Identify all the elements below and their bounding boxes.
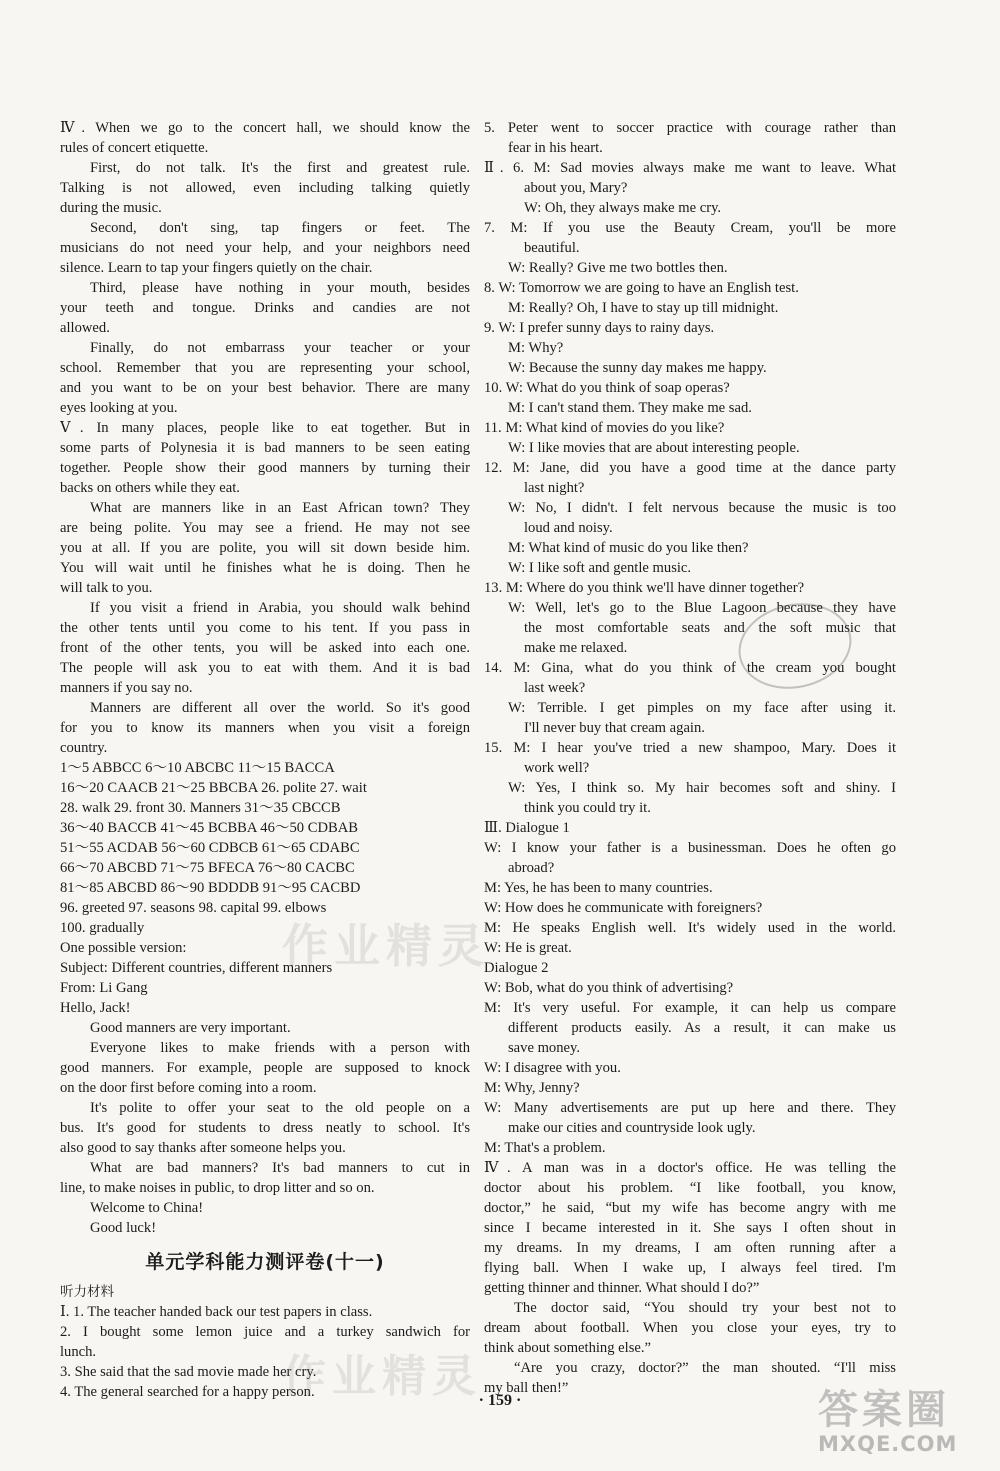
text-line: W: Many advertisements are put up here and there. They bbox=[484, 1100, 896, 1116]
text-line: musicians do not need your help, and your neighbors need bbox=[60, 240, 470, 256]
text-line: W: I disagree with you. bbox=[484, 1060, 621, 1076]
text-line: I'll never buy that cream again. bbox=[524, 720, 705, 736]
logo-site-text: MXQE.COM bbox=[818, 1432, 958, 1456]
text-line: country. bbox=[60, 740, 108, 756]
text-line: last night? bbox=[524, 480, 585, 496]
answer-line: 51～55 ACDAB 56～60 CDBCB 61～65 CDABC bbox=[60, 840, 360, 856]
text-line: together. People show their good manners by turning their bbox=[60, 460, 470, 476]
text-line: W: I know your father is a businessman. Does he often go bbox=[484, 840, 896, 856]
text-line: M: He speaks English well. It's widely used in the world. bbox=[484, 920, 896, 936]
watermark-text: 作业精灵 bbox=[282, 1351, 482, 1402]
text-line: What are bad manners? It's bad manners to cut in bbox=[90, 1160, 470, 1176]
text-line: M: I can't stand them. They make me sad. bbox=[508, 400, 752, 416]
text-line: also good to say thanks after someone helps you. bbox=[60, 1140, 346, 1156]
text-line: One possible version: bbox=[60, 940, 187, 956]
text-line: think about something else.” bbox=[484, 1340, 651, 1356]
text-line: some parts of Polynesia it is bad manners to be seen eating bbox=[60, 440, 470, 456]
text-line: 14. M: Gina, what do you think of the cream you bought bbox=[484, 660, 896, 676]
text-line: Good luck! bbox=[90, 1220, 157, 1236]
text-line: Second, don't sing, tap fingers or feet. The bbox=[90, 220, 470, 236]
text-line: W: I like movies that are about interesting people. bbox=[508, 440, 800, 456]
text-line: Talking is not allowed, even including talking quietly bbox=[60, 180, 470, 196]
text-line: doctor,” he said, “but my wife has become angry with me bbox=[484, 1200, 896, 1216]
text-line: work well? bbox=[524, 760, 590, 776]
text-line: school. Remember that you are representing your school, bbox=[60, 360, 470, 376]
text-line: are being polite. You may see a friend. He may not see bbox=[60, 520, 470, 536]
text-line: manners if you say no. bbox=[60, 680, 193, 696]
text-line: and you want to be on your best behavior. There are many bbox=[60, 380, 470, 396]
text-line: doctor about his problem. “I like football, you know, bbox=[484, 1180, 896, 1196]
text-line: 12. M: Jane, did you have a good time at the dance party bbox=[484, 460, 896, 476]
site-logo bbox=[818, 1388, 988, 1464]
text-line: W: Yes, I think so. My hair becomes soft and shiny. I bbox=[508, 780, 896, 796]
text-line: last week? bbox=[524, 680, 586, 696]
text-line: Everyone likes to make friends with a person with bbox=[90, 1040, 470, 1056]
answer-line: 36～40 BACCB 41～45 BCBBA 46～50 CDBAB bbox=[60, 820, 359, 836]
text-line: “Are you crazy, doctor?” the man shouted. “I'll miss bbox=[514, 1360, 896, 1376]
text-line: loud and noisy. bbox=[524, 520, 613, 536]
answer-line: 66～70 ABCBD 71～75 BFECA 76～80 CACBC bbox=[60, 860, 355, 876]
text-line: M: Yes, he has been to many countries. bbox=[484, 880, 713, 896]
text-line: 5. Peter went to soccer practice with courage rather than bbox=[484, 120, 896, 136]
text-line: silence. Learn to tap your fingers quietly on the chair. bbox=[60, 260, 373, 276]
text-line: W: Because the sunny day makes me happy. bbox=[508, 360, 767, 376]
text-line: W: I like soft and gentle music. bbox=[508, 560, 692, 576]
text-line: front of the other tents, you will be asked into each one. bbox=[60, 640, 470, 656]
text-line: W: Oh, they always make me cry. bbox=[524, 200, 722, 216]
answer-line: 96. greeted 97. seasons 98. capital 99. elbows bbox=[60, 900, 327, 916]
text-line: M: Why, Jenny? bbox=[484, 1080, 580, 1096]
text-line: line, to make noises in public, to drop litter and so on. bbox=[60, 1180, 375, 1196]
text-line: the most comfortable seats and the soft music that bbox=[524, 620, 896, 636]
text-line: W: No, I didn't. I felt nervous because the music is too bbox=[508, 500, 896, 516]
text-line: 11. M: What kind of movies do you like? bbox=[484, 420, 725, 436]
text-line: think you could try it. bbox=[524, 800, 651, 816]
text-line: M: Why? bbox=[508, 340, 564, 356]
text-line: W: How does he communicate with foreigners? bbox=[484, 900, 763, 916]
text-line: Dialogue 2 bbox=[484, 960, 549, 976]
text-line: If you visit a friend in Arabia, you should walk behind bbox=[90, 600, 470, 616]
text-line: different products easily. As a result, it can make us bbox=[508, 1020, 896, 1036]
page-number: · 159 · bbox=[478, 1392, 522, 1409]
text-line: W: He is great. bbox=[484, 940, 572, 956]
text-line: during the music. bbox=[60, 200, 162, 216]
text-line: bus. It's good for students to dress neatly to school. It's bbox=[60, 1120, 470, 1136]
text-line: W: Bob, what do you think of advertising? bbox=[484, 980, 734, 996]
text-line: good manners. For example, people are supposed to knock bbox=[60, 1060, 470, 1076]
text-line: The people will ask you to eat with them. And it is bad bbox=[60, 660, 470, 676]
text-line: The doctor said, “You should try your best not to bbox=[514, 1300, 896, 1316]
listening-line: 4. The general searched for a happy person. bbox=[60, 1384, 315, 1400]
listening-line: 3. She said that the sad movie made her cry. bbox=[60, 1364, 317, 1380]
text-line: What are manners like in an East African town? They bbox=[90, 500, 470, 516]
text-line: 8. W: Tomorrow we are going to have an English test. bbox=[484, 280, 799, 296]
text-line: your teeth and tongue. Drinks and candies are not bbox=[60, 300, 470, 316]
text-line: W: Terrible. I get pimples on my face after using it. bbox=[508, 700, 896, 716]
text-line: for you to know its manners when you visit a foreign bbox=[60, 720, 470, 736]
text-line: rules of concert etiquette. bbox=[60, 140, 209, 156]
listening-line: 2. I bought some lemon juice and a turkey sandwich for bbox=[60, 1324, 470, 1340]
text-line: M: It's very useful. For example, it can help us compare bbox=[484, 1000, 896, 1016]
section-title: 单元学科能力测评卷(十一) bbox=[145, 1251, 385, 1273]
text-line: Manners are different all over the world. So it's good bbox=[90, 700, 470, 716]
text-line: Ⅴ. In many places, people like to eat together. But in bbox=[60, 420, 470, 436]
text-line: From: Li Gang bbox=[60, 980, 148, 996]
text-line: my ball then!” bbox=[484, 1380, 569, 1396]
listening-line: Ⅰ. 1. The teacher handed back our test papers in class. bbox=[60, 1304, 373, 1320]
text-line: about you, Mary? bbox=[524, 180, 628, 196]
text-line: flying ball. When I wake up, I always feel tired. I'm bbox=[484, 1260, 896, 1276]
left-column bbox=[60, 118, 470, 1402]
text-line: my dreams. In my dreams, I am often running after a bbox=[484, 1240, 896, 1256]
answer-line: 28. walk 29. front 30. Manners 31～35 CBCCB bbox=[60, 800, 341, 816]
text-line: 9. W: I prefer sunny days to rainy days. bbox=[484, 320, 715, 336]
text-line: Ⅱ. 6. M: Sad movies always make me want to leave. What bbox=[484, 160, 896, 176]
text-line: eyes looking at you. bbox=[60, 400, 178, 416]
text-line: Ⅳ. When we go to the concert hall, we should know the bbox=[60, 120, 470, 136]
logo-main-text: 答案圈 bbox=[818, 1387, 950, 1433]
text-line: backs on others while they eat. bbox=[60, 480, 240, 496]
text-line: 7. M: If you use the Beauty Cream, you'll be more bbox=[484, 220, 896, 236]
listening-heading: 听力材料 bbox=[60, 1284, 114, 1300]
text-line: It's polite to offer your seat to the old people on a bbox=[90, 1100, 470, 1116]
answer-line: 1～5 ABBCC 6～10 ABCBC 11～15 BACCA bbox=[60, 760, 335, 776]
text-line: 10. W: What do you think of soap operas? bbox=[484, 380, 730, 396]
watermark-text: 作业精灵 bbox=[282, 919, 490, 973]
text-line: you at all. If you are polite, you will sit down beside him. bbox=[60, 540, 470, 556]
text-line: dream about football. When you close your eyes, try to bbox=[484, 1320, 896, 1336]
text-line: Finally, do not embarrass your teacher or your bbox=[90, 340, 470, 356]
text-line: Ⅲ. Dialogue 1 bbox=[484, 820, 570, 836]
text-line: First, do not talk. It's the first and greatest rule. bbox=[90, 160, 470, 176]
text-line: Third, please have nothing in your mouth, besides bbox=[90, 280, 470, 296]
right-column bbox=[484, 118, 896, 1398]
text-line: M: What kind of music do you like then? bbox=[508, 540, 749, 556]
text-line: Good manners are very important. bbox=[90, 1020, 291, 1036]
text-line: beautiful. bbox=[524, 240, 580, 256]
text-line: abroad? bbox=[508, 860, 555, 876]
text-line: fear in his heart. bbox=[508, 140, 603, 156]
text-line: make our cities and countryside look ugly. bbox=[508, 1120, 756, 1136]
text-line: You will wait until he finishes what he is doing. Then he bbox=[60, 560, 470, 576]
text-line: getting thinner and thinner. What should I do?” bbox=[484, 1280, 760, 1296]
text-line: M: Really? Oh, I have to stay up till midnight. bbox=[508, 300, 779, 316]
text-line: since I became interested in it. She says I often shout in bbox=[484, 1220, 896, 1236]
text-line: M: That's a problem. bbox=[484, 1140, 606, 1156]
text-line: 13. M: Where do you think we'll have dinner together? bbox=[484, 580, 805, 596]
text-line: the other tents until you come to his tent. If you pass in bbox=[60, 620, 470, 636]
text-line: W: Really? Give me two bottles then. bbox=[508, 260, 728, 276]
text-line: Ⅳ. A man was in a doctor's office. He was telling the bbox=[484, 1160, 896, 1176]
text-line: save money. bbox=[508, 1040, 580, 1056]
answer-line: 81～85 ABCBD 86～90 BDDDB 91～95 CACBD bbox=[60, 880, 361, 896]
text-line: Subject: Different countries, different manners bbox=[60, 960, 333, 976]
listening-line: lunch. bbox=[60, 1344, 97, 1360]
text-line: make me relaxed. bbox=[524, 640, 628, 656]
text-line: Welcome to China! bbox=[90, 1200, 204, 1216]
text-line: will talk to you. bbox=[60, 580, 153, 596]
answer-line: 100. gradually bbox=[60, 920, 145, 936]
text-line: on the door first before coming into a room. bbox=[60, 1080, 317, 1096]
text-line: W: Well, let's go to the Blue Lagoon because they have bbox=[508, 600, 896, 616]
text-line: 15. M: I hear you've tried a new shampoo, Mary. Does it bbox=[484, 740, 896, 756]
answer-line: 16～20 CAACB 21～25 BBCBA 26. polite 27. wait bbox=[60, 780, 367, 796]
text-line: allowed. bbox=[60, 320, 110, 336]
text-line: Hello, Jack! bbox=[60, 1000, 131, 1016]
